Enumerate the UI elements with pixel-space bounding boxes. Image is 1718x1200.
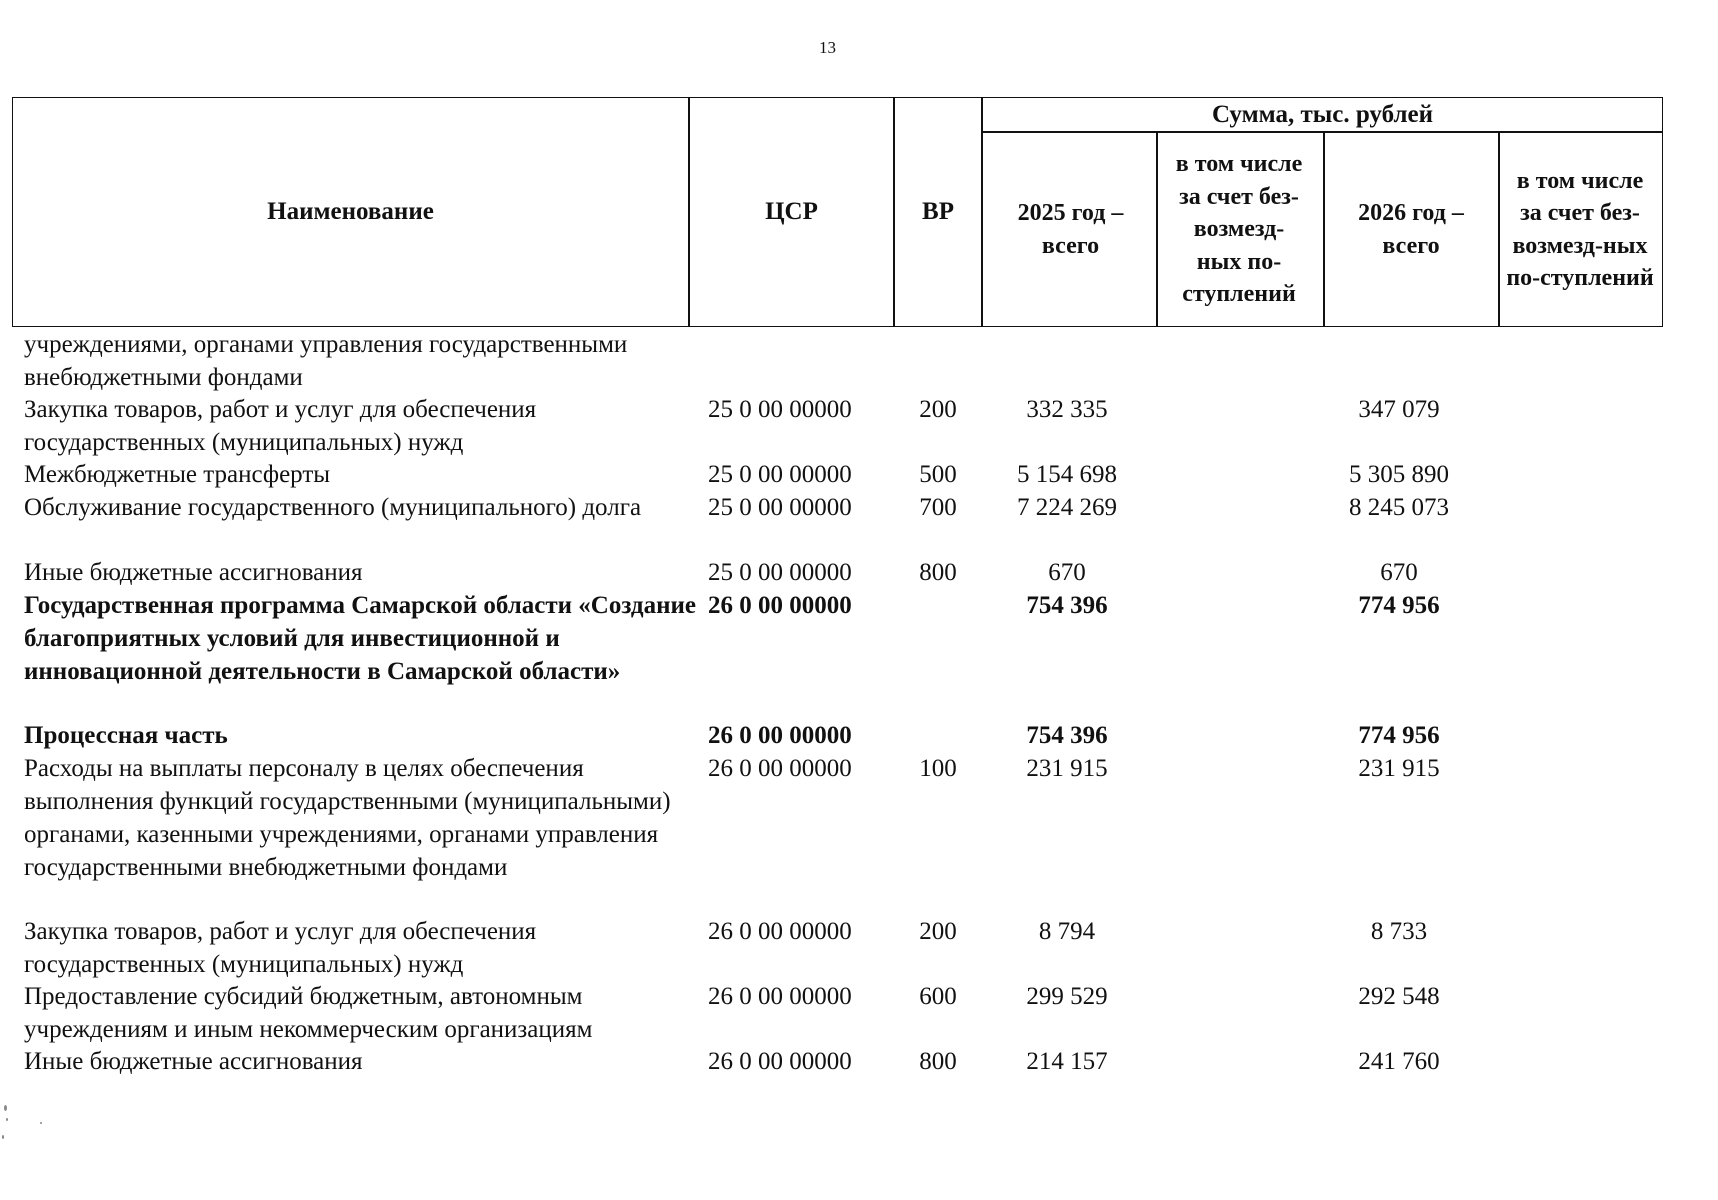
row-csr: 25 0 00 00000 xyxy=(708,494,852,521)
row-name: Обслуживание государственного (муниципального) долга xyxy=(24,494,642,521)
row-2025: 299 529 xyxy=(1026,983,1108,1010)
row-2025: 231 915 xyxy=(1026,755,1108,782)
row-name: Государственная программа Самарской области «Создание благоприятных условий для инвестиционной и инновационной деятельности в Самарской области» xyxy=(24,592,696,685)
header-divider xyxy=(1156,132,1158,326)
row-name: Расходы на выплаты персоналу в целях обеспечения выполнения функций государственными (муниципальными) органами, казенными учреждениями, органами управления государственными внебюджетными фондами xyxy=(24,755,671,881)
row-2025: 332 335 xyxy=(1026,396,1108,423)
row-vr: 200 xyxy=(919,396,957,423)
row-csr: 26 0 00 00000 xyxy=(708,722,852,749)
row-2025: 754 396 xyxy=(1026,722,1108,749)
row-2026: 241 760 xyxy=(1358,1048,1440,1075)
row-vr: 600 xyxy=(919,983,957,1010)
row-csr: 26 0 00 00000 xyxy=(708,755,852,782)
table-header xyxy=(12,97,1663,327)
row-2026: 5 305 890 xyxy=(1349,461,1449,488)
row-2026: 231 915 xyxy=(1358,755,1440,782)
row-vr: 200 xyxy=(919,918,957,945)
row-2026: 292 548 xyxy=(1358,983,1440,1010)
header-csr: ЦСР xyxy=(765,198,818,225)
row-2025: 8 794 xyxy=(1038,918,1096,945)
header-name: Наименование xyxy=(267,198,434,225)
row-csr: 25 0 00 00000 xyxy=(708,559,852,586)
row-2026: 347 079 xyxy=(1358,396,1440,423)
scan-speck xyxy=(6,1118,8,1121)
row-2025: 7 224 269 xyxy=(1017,494,1117,521)
row-2025: 214 157 xyxy=(1026,1048,1108,1075)
header-2025-free: в том числе за счет без-возмезд-ных по-ступлений xyxy=(1175,151,1303,308)
row-name: Процессная часть xyxy=(24,722,228,749)
row-name: Иные бюджетные ассигнования xyxy=(24,559,363,586)
row-csr: 26 0 00 00000 xyxy=(708,592,852,619)
row-2026: 670 xyxy=(1380,559,1418,586)
row-vr: 500 xyxy=(919,461,957,488)
row-csr: 26 0 00 00000 xyxy=(708,983,852,1010)
header-divider xyxy=(1498,132,1500,326)
row-name: Иные бюджетные ассигнования xyxy=(24,1048,363,1075)
header-divider xyxy=(1323,132,1325,326)
row-vr: 800 xyxy=(919,1048,957,1075)
row-2026: 774 956 xyxy=(1358,722,1440,749)
row-2026: 774 956 xyxy=(1358,592,1440,619)
row-name: учреждениями, органами управления государственными внебюджетными фондами xyxy=(24,331,628,391)
scan-speck xyxy=(40,1122,42,1124)
header-2026-free: в том числе за счет без-возмезд-ных по-ступлений xyxy=(1506,167,1654,291)
scan-speck xyxy=(2,1135,4,1139)
header-2025-total: 2025 год – всего xyxy=(1017,200,1124,259)
row-2025: 754 396 xyxy=(1026,592,1108,619)
page-number: 13 xyxy=(819,38,836,57)
row-csr: 26 0 00 00000 xyxy=(708,918,852,945)
header-vr: ВР xyxy=(922,198,954,225)
header-2026-total: 2026 год – всего xyxy=(1358,200,1464,259)
scan-speck xyxy=(4,1105,7,1111)
row-csr: 25 0 00 00000 xyxy=(708,396,852,423)
row-name: Предоставление субсидий бюджетным, автономным учреждениям и иным некоммерческим организациям xyxy=(24,983,593,1043)
row-vr: 800 xyxy=(919,559,957,586)
row-csr: 25 0 00 00000 xyxy=(708,461,852,488)
row-csr: 26 0 00 00000 xyxy=(708,1048,852,1075)
row-2025: 670 xyxy=(1048,559,1086,586)
header-sum-group: Сумма, тыс. рублей xyxy=(1211,100,1434,128)
row-name: Межбюджетные трансферты xyxy=(24,461,331,488)
row-name: Закупка товаров, работ и услуг для обеспечения государственных (муниципальных) нужд xyxy=(24,918,537,978)
row-2025: 5 154 698 xyxy=(1017,461,1117,488)
row-2026: 8 733 xyxy=(1370,918,1428,945)
row-vr: 700 xyxy=(919,494,957,521)
row-name: Закупка товаров, работ и услуг для обеспечения государственных (муниципальных) нужд xyxy=(24,396,537,456)
row-vr: 100 xyxy=(919,755,957,782)
row-2026: 8 245 073 xyxy=(1349,494,1449,521)
